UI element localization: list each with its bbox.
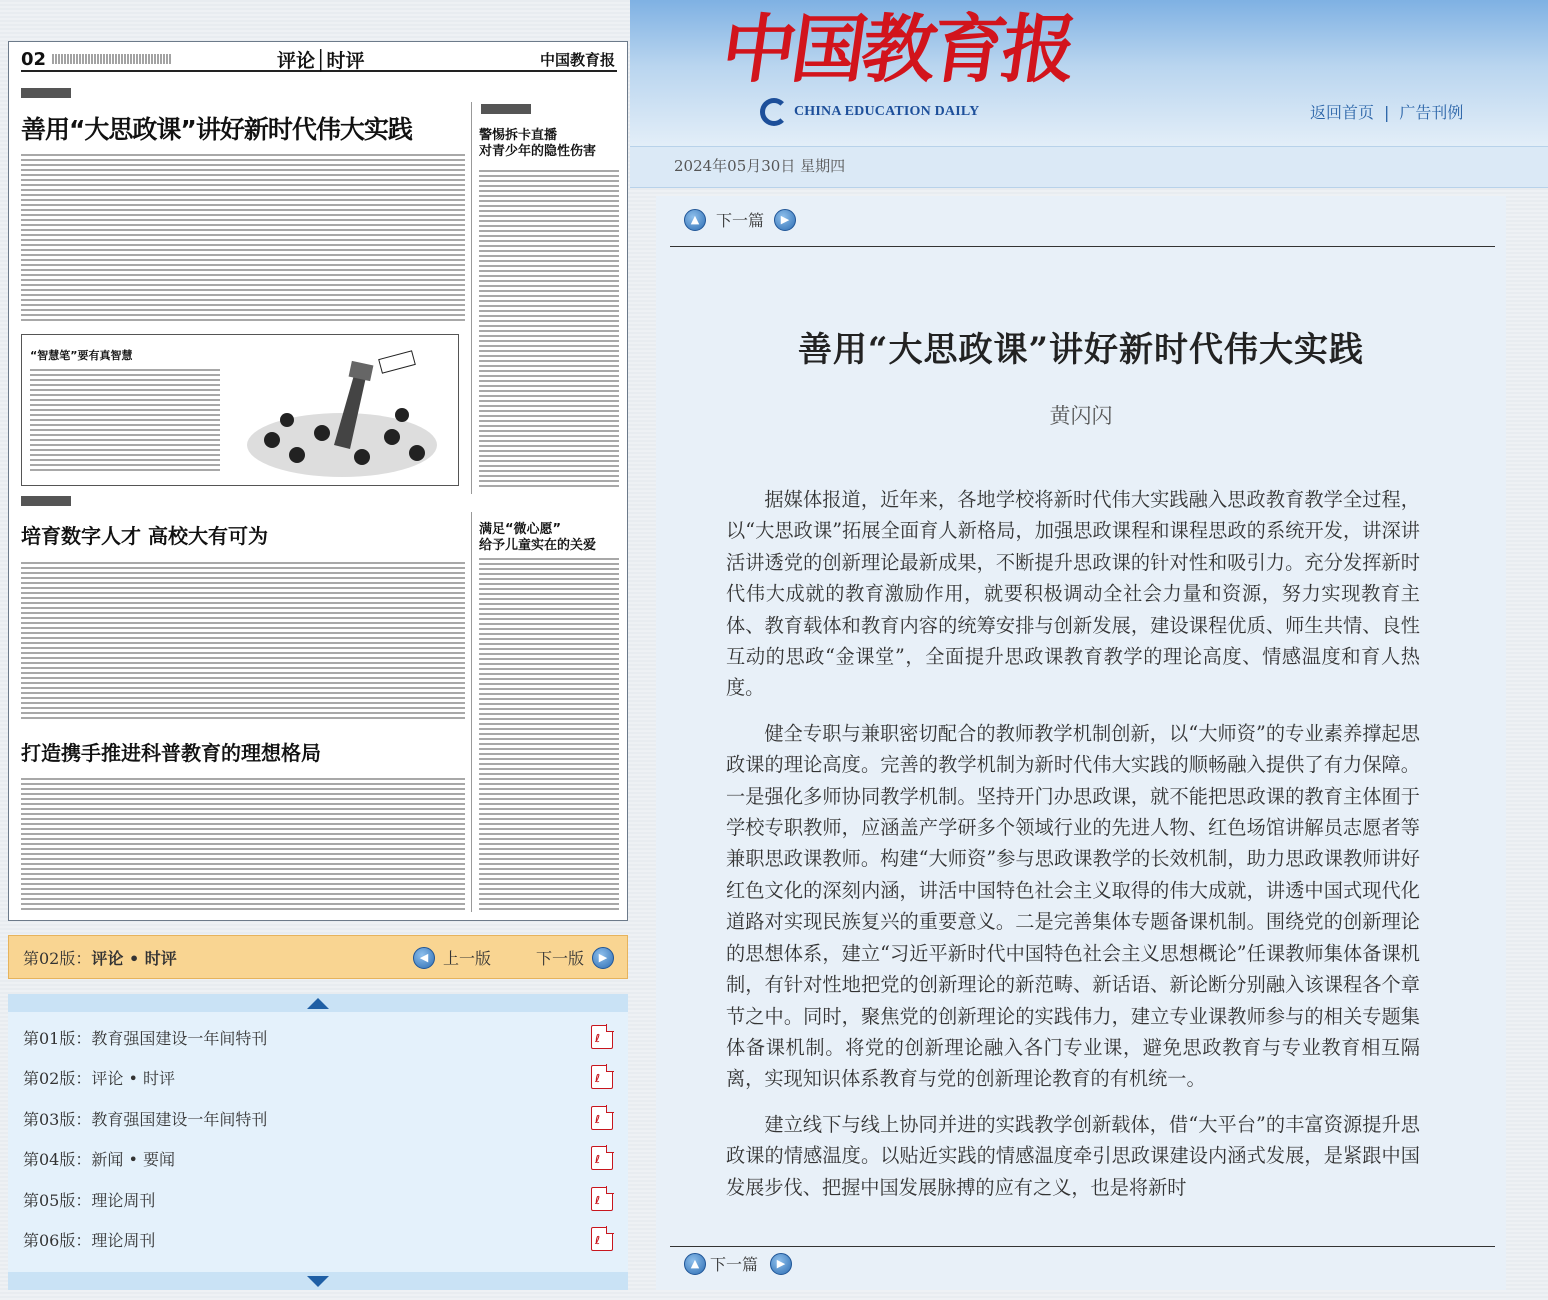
cartoon-title: “智慧笔”要有真智慧: [30, 349, 133, 362]
triangle-up-icon: [307, 998, 329, 1009]
paper-tag: [21, 496, 71, 506]
logo-en-text: CHINA EDUCATION DAILY: [794, 104, 980, 119]
site-logo-cn[interactable]: 中国教育报: [716, 7, 1079, 93]
next-article-top[interactable]: [684, 208, 796, 231]
paper-column-rule: [471, 102, 472, 494]
page-list-label: 第01版：教育强国建设一年间特刊: [23, 1028, 268, 1048]
paper-text-columns: [21, 154, 465, 322]
paper-cartoon-box[interactable]: [21, 334, 459, 486]
paper-side-text: [479, 558, 619, 912]
pdf-icon[interactable]: ℓ: [591, 1065, 613, 1089]
page-list-label: 第02版：评论 • 时评: [23, 1068, 175, 1088]
scroll-up-button[interactable]: [8, 994, 628, 1012]
paper-headline-main[interactable]: 善用“大思政课”讲好新时代伟大实践: [21, 115, 412, 144]
next-article-label: 下一篇: [716, 211, 765, 230]
article-author: 黄闪闪: [1049, 404, 1113, 428]
version-name: 评论 • 时评: [91, 948, 177, 968]
scroll-down-button[interactable]: [8, 1272, 628, 1290]
divider: [670, 246, 1495, 247]
newspaper-page-image[interactable]: [8, 41, 628, 921]
paper-text-columns: [21, 778, 465, 912]
article-paragraph: 建立线下与线上协同并进的实践教学创新载体，借“大平台”的丰富资源提升思政课的情感温度。以贴近实践的情感温度牵引思政课建设内涵式发展，是紧跟中国发展步伐、把握中国发展脉搏的应有之义，也是将新时: [726, 1112, 1420, 1199]
pdf-icon[interactable]: ℓ: [591, 1146, 613, 1170]
top-links: [1310, 100, 1463, 123]
triangle-down-icon: [307, 1276, 329, 1287]
article-paragraph: 健全专职与兼职密切配合的教师教学机制创新，以“大师资”的专业素养撑起思政课的理论高度。完善的教学机制为新时代伟大实践的顺畅融入提供了有力保障。一是强化多师协同教学机制。坚持开门办思政课，就不能把思政课的教育主体囿于学校专职教师，应涵盖产学研多个领域行业的先进人物、红色场馆讲解员志愿者等兼职思政课教师。构建“大师资”参与思政课教学的长效机制，助力思政课教师讲好红色文化的深刻内涵，讲活中国特色社会主义取得的伟大成就，讲透中国式现代化道路对实现民族复兴的重要意义。二是完善集体专题备课机制。围绕党的创新理论的思想体系，建立“习近平新时代中国特色社会主义思想概论”任课教师集体备课机制，有针对性地把党的创新理论的新范畴、新话语、新论断分别融入该课程各个章节之中。同时，聚焦党的创新理论的实践伟力，建立专业课教师参与的相关专题集体备课机制。将党的创新理论融入各门专业课，避免思政教育与专业教育相互隔离，实现知识体系教育与党的创新理论教育的有机统一。: [726, 721, 1420, 1091]
page-list: [8, 994, 628, 1290]
divider: [670, 1246, 1495, 1247]
paper-tag: [481, 104, 531, 114]
page-list-label: 第05版：理论周刊: [23, 1190, 156, 1210]
page-list-label: 第06版：理论周刊: [23, 1230, 156, 1250]
paper-text-columns: [21, 562, 465, 722]
cartoon-illustration-icon: [242, 345, 452, 481]
paper-headline-2[interactable]: 培育数字人才 高校大有可为: [21, 524, 268, 548]
paper-header: [21, 48, 617, 72]
next-version-button[interactable]: [536, 946, 614, 969]
next-article-label: 下一篇: [710, 1255, 759, 1274]
next-article-bottom[interactable]: [684, 1252, 792, 1275]
site-logo-en: [760, 98, 979, 126]
article-title: 善用“大思政课”讲好新时代伟大实践: [797, 330, 1365, 370]
paper-side-text: [479, 170, 619, 490]
ad-rates-link[interactable]: 广告刊例: [1399, 103, 1464, 122]
logo-mark-icon: [760, 98, 788, 126]
pdf-icon[interactable]: ℓ: [591, 1025, 613, 1049]
paper-column-rule: [471, 512, 472, 912]
paper-masthead: 中国教育报: [539, 50, 615, 69]
page-list-label: 第03版：教育强国建设一年间特刊: [23, 1109, 268, 1129]
pdf-icon[interactable]: ℓ: [591, 1106, 613, 1130]
article-panel: [656, 196, 1506, 1290]
page-list-item[interactable]: [8, 1057, 628, 1097]
paper-header-fineprint: [52, 54, 172, 64]
next-version-label: 下一版: [536, 949, 585, 968]
page-list-item[interactable]: [8, 1098, 628, 1138]
paper-side-headline-1[interactable]: 警惕拆卡直播 对青少年的隐性伤害: [479, 128, 597, 159]
page-list-item[interactable]: [8, 1219, 628, 1259]
circle-arrow-right-icon: ▶: [770, 1253, 792, 1275]
page-list-label: 第04版：新闻 • 要闻: [23, 1149, 175, 1169]
version-label: 第02版：: [23, 948, 92, 968]
home-link[interactable]: 返回首页: [1310, 103, 1375, 122]
page-list-item[interactable]: [8, 1138, 628, 1178]
paper-section-title: 评论│时评: [277, 49, 365, 72]
cartoon-text: [30, 369, 220, 473]
page-list-item[interactable]: [8, 1179, 628, 1219]
circle-arrow-up-icon: ▲: [684, 1253, 706, 1275]
version-bar: [8, 935, 628, 979]
paper-side-headline-2[interactable]: 满足“微心愿” 给予儿童实在的关爱: [479, 522, 597, 553]
link-separator: |: [1384, 103, 1390, 122]
article-body: [726, 484, 1420, 1234]
page-list-item[interactable]: [8, 1017, 628, 1057]
paper-headline-3[interactable]: 打造携手推进科普教育的理想格局: [21, 741, 321, 765]
prev-version-label: 上一版: [443, 949, 492, 968]
circle-arrow-left-icon: ◀: [413, 947, 435, 969]
paper-page-number: 02: [21, 48, 47, 70]
circle-arrow-up-icon: ▲: [684, 209, 706, 231]
article-paragraph: 据媒体报道，近年来，各地学校将新时代伟大实践融入思政教育教学全过程，以“大思政课”拓展全面育人新格局，加强思政课程和课程思政的系统开发，讲深讲活讲透党的创新理论最新成果，不断提升思政课的针对性和吸引力。充分发挥新时代伟大成就的教育激励作用，就要积极调动全社会力量和资源，努力实现教育主体、教育载体和教育内容的统筹安排与创新发展，建设课程优质、师生共情、良性互动的思政“金课堂”，全面提升思政课教育教学的理论高度、情感温度和育人热度。: [726, 488, 1420, 700]
pdf-icon[interactable]: ℓ: [591, 1187, 613, 1211]
pdf-icon[interactable]: ℓ: [591, 1227, 613, 1251]
circle-arrow-right-icon: ▶: [774, 209, 796, 231]
prev-version-button[interactable]: [413, 946, 491, 969]
circle-arrow-right-icon: ▶: [592, 947, 614, 969]
paper-tag: [21, 88, 71, 98]
issue-date: 2024年05月30日 星期四: [674, 157, 846, 175]
